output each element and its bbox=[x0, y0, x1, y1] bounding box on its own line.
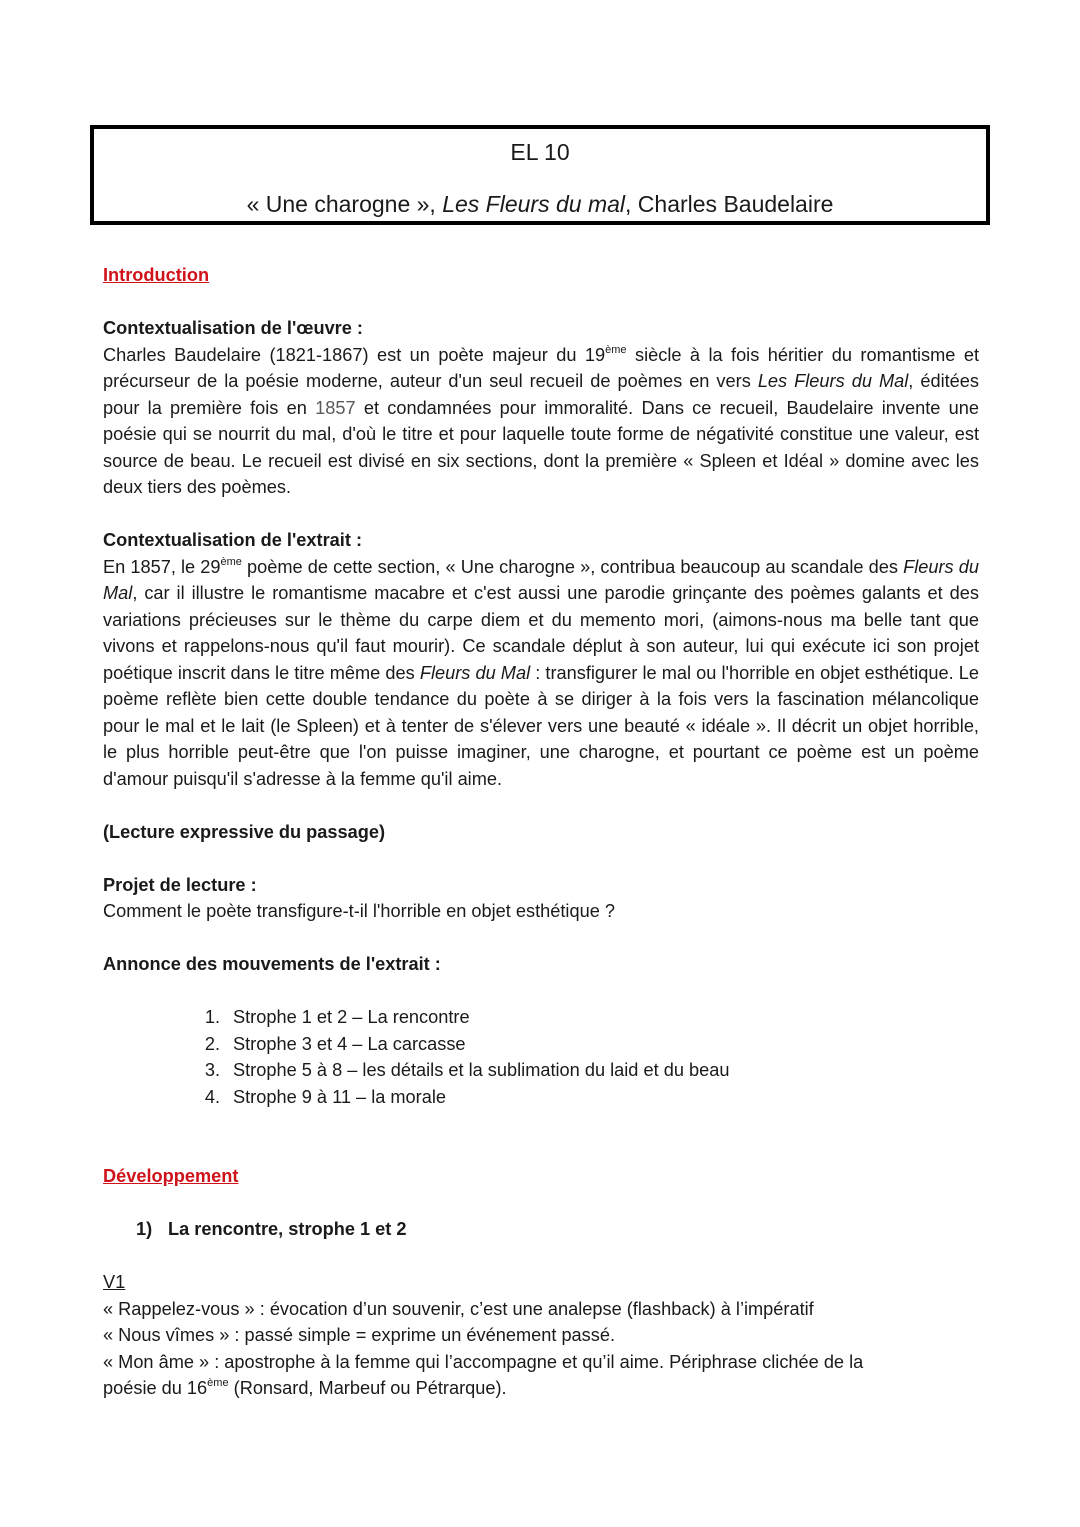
introduction-heading: Introduction bbox=[103, 265, 210, 285]
analysis-line-3: « Mon âme » : apostrophe à la femme qui l’accompagne et qu’il aime. Périphrase clichée de la bbox=[103, 1351, 864, 1372]
projet-heading: Projet de lecture : bbox=[103, 874, 257, 895]
projet-text: Comment le poète transfigure-t-il l'horrible en objet esthétique ? bbox=[103, 901, 615, 921]
document-title bbox=[94, 191, 986, 218]
title-work-name: Les Fleurs du mal bbox=[442, 191, 626, 217]
v1-label: V1 bbox=[103, 1272, 126, 1292]
annonce-heading: Annonce des mouvements de l'extrait : bbox=[103, 954, 441, 974]
document-body bbox=[103, 262, 979, 1402]
mouvements-list bbox=[103, 1004, 979, 1110]
lecture-note: (Lecture expressive du passage) bbox=[103, 821, 386, 842]
title-box bbox=[90, 125, 990, 225]
oeuvre-paragraph: Charles Baudelaire (1821-1867) est un poète majeur du 19ème siècle à la fois héritier du romantisme et précurseur de la poésie moderne, auteur d'un seul recueil de poèmes en vers Les Fleurs du Mal, éditées pour la première fois en 1857 et condamnées pour immoralité. Dans ce recueil, Baudelaire invente une poésie qui se nourrit du mal, d'où le titre et pour laquelle toute forme de négativité constitue une valeur, est source de beau. Le recueil est divisé en six sections, dont la première « Spleen et Idéal » domine avec les deux tiers des poèmes. bbox=[103, 343, 980, 497]
analysis-line-2: « Nous vîmes » : passé simple = exprime un événement passé. bbox=[103, 1325, 616, 1345]
extrait-paragraph: En 1857, le 29ème poème de cette section, « Une charogne », contribua beaucoup au scandale des Fleurs du Mal, car il illustre le romantisme macabre et c'est aussi une parodie grinçante des poèmes galants et des variations précieuses sur le thème du carpe diem et du memento mori, (aimons-nous ma belle tant que vivons et rappelons-nous qu'il faut mourir). Ce scandale déplut à son auteur, lui qui exécute ici son projet poétique inscrit dans le titre même des Fleurs du Mal : transfigurer le mal ou l'horrible en objet esthétique. Le poème reflète bien cette double tendance du poète à se diriger à la fois vers la fascination mélancolique pour le mal et le lait (le Spleen) et à tenter de s'élever vers une beauté « idéale ». Il décrit un objet horrible, le plus horrible peut-être que l'on puisse imaginer, une charogne, et pourtant ce poème est un poème d'amour puisqu'il s'adresse à la femme qu'il aime. bbox=[103, 555, 980, 789]
developpement-heading: Développement bbox=[103, 1166, 239, 1186]
list-item: 1. Strophe 1 et 2 – La rencontre bbox=[204, 1007, 470, 1027]
extrait-heading: Contextualisation de l'extrait : bbox=[103, 530, 362, 550]
list-item: 2. Strophe 3 et 4 – La carcasse bbox=[204, 1033, 466, 1054]
analysis-line-4: poésie du 16ème (Ronsard, Marbeuf ou Pétrarque). bbox=[103, 1377, 507, 1398]
title-part-1: « Une charogne », bbox=[246, 191, 443, 217]
oeuvre-heading: Contextualisation de l'œuvre : bbox=[103, 318, 363, 338]
analysis-line-1: « Rappelez-vous » : évocation d’un souvenir, c’est une analepse (flashback) à l’impératif bbox=[103, 1298, 814, 1319]
document-code: EL 10 bbox=[510, 139, 570, 165]
title-part-2: , Charles Baudelaire bbox=[625, 191, 834, 217]
part-1-heading: 1) La rencontre, strophe 1 et 2 bbox=[136, 1219, 407, 1239]
list-item: 3. Strophe 5 à 8 – les détails et la sublimation du laid et du beau bbox=[204, 1060, 730, 1080]
list-item: 4. Strophe 9 à 11 – la morale bbox=[204, 1086, 446, 1107]
